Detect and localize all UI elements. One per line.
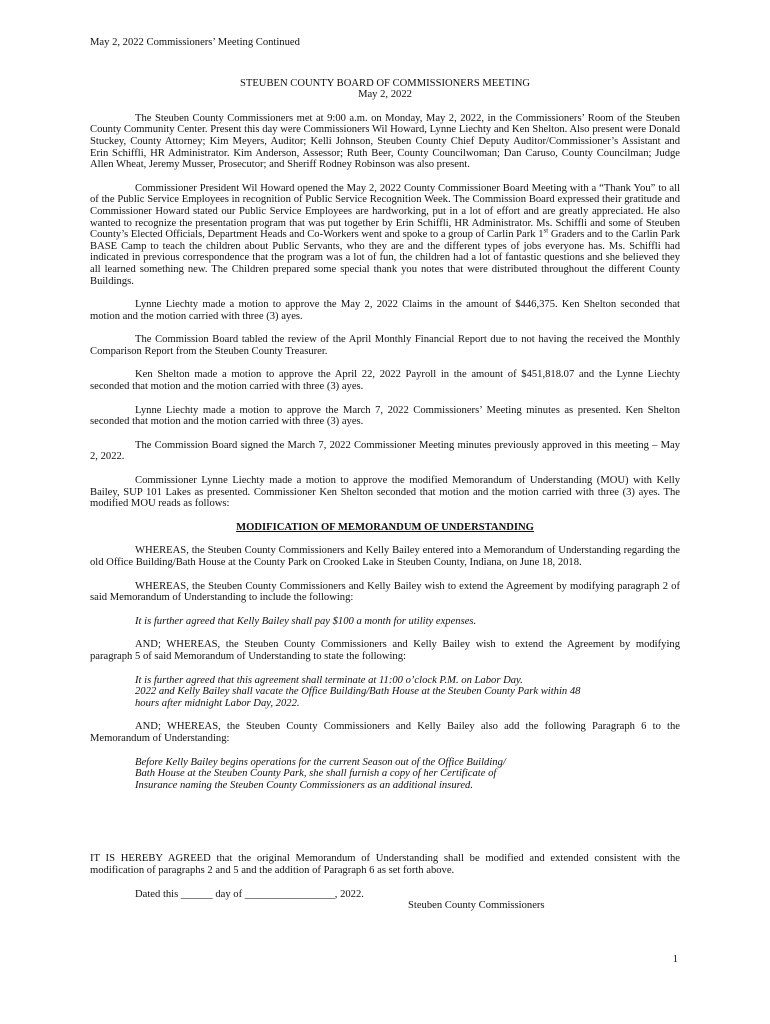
signoff-line: Steuben County Commissioners xyxy=(408,900,545,912)
paragraph-attendance: The Steuben County Commissioners met at 9:00 a.m. on Monday, May 2, 2022, in the Commissioners’ Room of the Steuben County Community Center. Present this day were Commissioners Wil Howard, Lynne Liechty and Ken Shelton. Also present were Donald Stuckey, County Attorney; Kim Meyers, Auditor; Kelli Johnson, Steuben County Chief Deputy Auditor/Commissioner’s Assistant and Erin Schiffli, HR Administrator. Kim Anderson, Assessor; Ruth Beer, County Councilwoman; Dan Caruso, County Councilman; Judge Allen Wheat, Jeremy Musser, Prosecutor; and Sheriff Rodney Robinson was also present. xyxy=(90,112,680,171)
clause-line: Before Kelly Bailey begins operations for the current Season out of the Office Building/ xyxy=(135,756,506,768)
document-title xyxy=(90,78,680,101)
title-date: May 2, 2022 xyxy=(358,89,412,101)
paragraph-minutes: Lynne Liechty made a motion to approve the March 7, 2022 Commissioners’ Meeting minutes as presented. Ken Shelton seconded that motion and the motion carried with three (3) ayes. xyxy=(90,404,680,428)
paragraph-mou-motion: Commissioner Lynne Liechty made a motion to approve the modified Memorandum of Understanding (MOU) with Kelly Bailey, SUP 101 Lakes as presented. Commissioner Ken Shelton seconded that motion and the motion carried with three (3) ayes. The modified MOU reads as follows: xyxy=(90,475,680,510)
whereas-1: WHEREAS, the Steuben County Commissioners and Kelly Bailey entered into a Memorandum of Understanding regarding the old Office Building/Bath House at the County Park on Crooked Lake in Steuben County, Indiana, on June 18, 2018. xyxy=(90,545,680,568)
clause-line: Insurance naming the Steuben County Commissioners as an additional insured. xyxy=(135,779,474,791)
dated-line: Dated this ______ day of _________________, 2022. xyxy=(135,888,364,900)
paragraph-claims: Lynne Liechty made a motion to approve the May 2, 2022 Claims in the amount of $446,375. Ken Shelton seconded that motion and the motion carried with three (3) ayes. xyxy=(90,299,680,322)
agreed-paragraph: IT IS HEREBY AGREED that the original Memorandum of Understanding shall be modified and extended consistent with the modification of paragraphs 2 and 5 and the addition of Paragraph 6 as set forth above. xyxy=(90,853,680,876)
mou-heading: MODIFICATION OF MEMORANDUM OF UNDERSTANDING xyxy=(236,521,534,533)
whereas-2: WHEREAS, the Steuben County Commissioners and Kelly Bailey wish to extend the Agreement by modifying paragraph 2 of said Memorandum of Understanding to include the following: xyxy=(90,580,680,604)
paragraph-financial-report: The Commission Board tabled the review of the April Monthly Financial Report due to not having the received the Monthly Comparison Report from the Steuben County Treasurer. xyxy=(90,334,680,357)
clause-line: 2022 and Kelly Bailey shall vacate the Office Building/Bath House at the Steuben County Park within 48 xyxy=(135,686,581,698)
italic-clause-2 xyxy=(90,675,680,710)
italic-clause-3 xyxy=(90,757,680,792)
paragraph-minutes-signed: The Commission Board signed the March 7, 2022 Commissioner Meeting minutes previously approved in this meeting – May 2, 2022. xyxy=(90,439,680,463)
paragraph-recognition xyxy=(90,183,680,287)
title-line: STEUBEN COUNTY BOARD OF COMMISSIONERS MEETING xyxy=(239,77,531,89)
clause-line: It is further agreed that this agreement shall terminate at 11:00 o’clock P.M. on Labor Day. xyxy=(135,674,523,686)
clause-line: Bath House at the Steuben County Park, she shall furnish a copy of her Certificate of xyxy=(135,768,497,780)
paragraph-text: Commissioner President Wil Howard opened the May 2, 2022 County Commissioner Board Meeting with a “Thank You” to all of the Public Service Employees in recognition of Public Service Recognition Week. The Commission Board expressed their gratitude and Commissioner Howard stated our Public Service Employees are hardworking, put in a lot of effort and are greatly appreciated. He also wanted to recognize the presentation program that was put together by Erin Schiffli, HR Administrator. Ms. Schiffli and some of Steuben County’s Elected Officials, Department Heads and Co-Workers went and spoke to a group of Carlin Park 1 xyxy=(90,182,680,241)
italic-clause-1: It is further agreed that Kelly Bailey shall pay $100 a month for utility expenses. xyxy=(135,615,477,627)
whereas-4: AND; WHEREAS, the Steuben County Commissioners and Kelly Bailey also add the following Paragraph 6 to the Memorandum of Understanding: xyxy=(90,721,680,744)
whereas-3: AND; WHEREAS, the Steuben County Commissioners and Kelly Bailey wish to extend the Agreement by modifying paragraph 5 of said Memorandum of Understanding to state the following: xyxy=(90,639,680,662)
superscript: st xyxy=(543,226,549,235)
clause-line: hours after midnight Labor Day, 2022. xyxy=(135,697,300,709)
paragraph-text: Graders and to the Carlin Park BASE Camp to teach the children about Public Servants, who they are and the different types of jobs everyone has. Ms. Schiffli had indicated in previous correspondence that the program was a lot of fun, the children had a lot of fantastic questions and she believed they all learned something new. The Children prepared some special thank you notes that were distributed throughout the different County Buildings. xyxy=(90,229,680,287)
paragraph-payroll: Ken Shelton made a motion to approve the April 22, 2022 Payroll in the amount of $451,818.07 and the Lynne Liechty seconded that motion and the motion carried with three (3) ayes. xyxy=(90,369,680,393)
page-number: 1 xyxy=(672,954,678,965)
running-head: May 2, 2022 Commissioners’ Meeting Continued xyxy=(90,37,300,48)
